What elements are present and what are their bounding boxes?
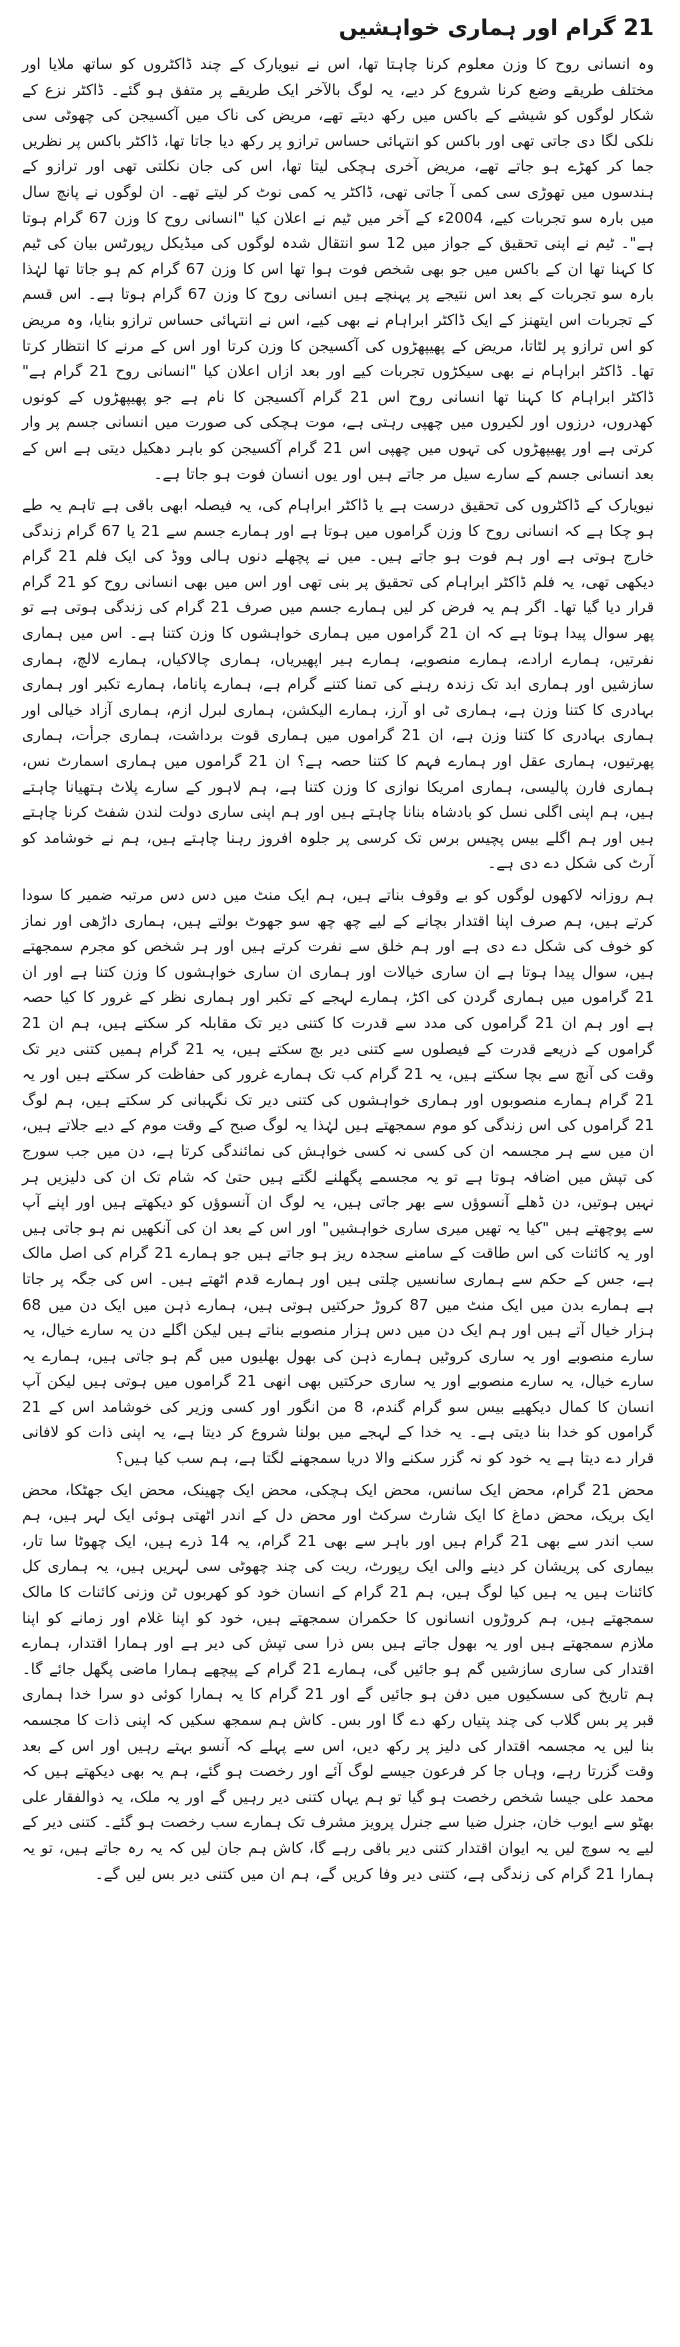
article-paragraph: نیویارک کے ڈاکٹروں کی تحقیق درست ہے یا ڈاکٹر ابراہام کی، یہ فیصلہ ابھی باقی ہے تاہم یہ طے ہو چکا ہے کہ انسانی روح کا وزن گراموں میں ہوتا ہے اور ہمارے جسم سے 21 یا 67 گرام زندگی خارج ہوتی ہے اور ہم فوت ہو جاتے ہیں۔ میں نے پچھلے دنوں ہالی ووڈ کی ایک فلم 21 گرام دیکھی تھی، یہ فلم ڈاکٹر ابراہام کی تحقیق پر بنی تھی اور اس میں بھی انسانی روح کو 21 گرام قرار دیا گیا تھا۔ اگر ہم یہ فرض کر لیں ہمارے جسم میں صرف 21 گرام کی زندگی ہوتی ہے تو پھر سوال پیدا ہوتا ہے کہ ان 21 گراموں میں ہماری خواہشوں کا وزن کتنا ہے۔ اس میں ہماری نفرتیں، ہمارے ارادے، ہمارے منصوبے، ہمارے ہیر اپھیریاں، ہماری چالاکیاں، ہمارے لالچ، ہماری سازشیں اور ہماری ابد تک زندہ رہنے کی تمنا کتنے گرام ہے، ہمارے پاناما، ہمارے تکبر اور ہماری بہادری کا کتنا وزن ہے، ہماری ٹی او آرز، ہمارے الیکشن، ہماری لبرل ازم، ہماری آزاد خیالی اور ہماری بہادری کا کتنا وزن ہے، ان 21 گراموں میں ہماری قوت برداشت، ہماری جرأت، ہماری پھرتیوں، ہماری عقل اور ہمارے فہم کا کتنا حصہ ہے؟ ان 21 گراموں میں ہماری اسمارٹ نس، ہماری فارن پالیسی، ہماری امریکا نوازی کا وزن کتنا ہے، ہم لاہور کے سارے پلاٹ ہتھیانا چاہتے ہیں، ہم اپنی اگلی نسل کو بادشاہ بنانا چاہتے ہیں اور ہم اپنی ساری دولت لندن شفٹ کرنا چاہتے ہیں اور ہم اگلے بیس پچیس برس تک کرسی پر جلوہ افروز رہنا چاہتے ہیں، ہم نے خوشامد کو آرٹ کی شکل دے دی ہے۔ [22,496,655,873]
article-title: 21 گرام اور ہماری خواہشیں [338,16,654,41]
article-paragraph: ہم روزانہ لاکھوں لوگوں کو بے وقوف بناتے ہیں، ہم ایک منٹ میں دس دس مرتبہ ضمیر کا سودا کرتے ہیں، ہم صرف اپنا اقتدار بچانے کے لیے چھ چھ سو جھوٹ بولتے ہیں، ہماری داڑھی اور نماز کو خوف کی شکل دے دی ہے اور ہم خلق سے نفرت کرتے ہیں اور ہر شخص کو مجرم سمجھتے ہیں، سوال پیدا ہوتا ہے ان ساری خیالات اور ہماری ان ساری خواہشوں کا وزن کتنا ہے اور ان 21 گراموں میں ہماری گردن کی اکڑ، ہمارے لہجے کے تکبر اور ہماری نظر کے غرور کا کیا حصہ ہے اور ہم ان 21 گراموں کی مدد سے قدرت کا کتنی دیر تک مقابلہ کر سکتے ہیں، ہم ان 21 گراموں کے ذریعے قدرت کے فیصلوں سے کتنی دیر بچ سکتے ہیں، یہ 21 گرام ہمیں کتنی دیر تک وقت کی آنچ سے بچا سکتے ہیں، یہ 21 گرام کب تک ہمارے غرور کی حفاظت کر سکتے ہیں اور یہ 21 گرام ہمارے منصوبوں اور ہماری خواہشوں کی کتنی دیر تک نگہبانی کر سکتے ہیں، ہم لوگ 21 گراموں کی اس زندگی کو موم سمجھتے ہیں لہٰذا یہ لوگ صبح کے وقت موم کے دیے جلاتے ہیں، ان میں سے ہر مجسمہ ان کی کسی نہ کسی خواہش کی نمائندگی کرتا ہے، دن میں جب سورج کی تپش میں اضافہ ہوتا ہے تو یہ مجسمے پگھلنے لگتے ہیں حتیٰ کہ شام تک ان کی دلیزیں ہر نہیں ہوتیں، دن ڈھلے آنسوؤں سے بھر جاتی ہیں، یہ لوگ ان آنسوؤں کو دیکھتے ہیں اور اپنے آپ سے پوچھتے ہیں "کیا یہ تھیں میری ساری خواہشیں" اور اس کے بعد ان کی آنکھیں نم ہو جاتی ہیں اور یہ کائنات کی اس طاقت کے سامنے سجدہ ریز ہو جاتے ہیں جو ہمارے 21 گرام کی اصل مالک ہے، جس کے حکم سے ہماری سانسیں چلتی ہیں اور ہمارے قدم اٹھتے ہیں۔ اس کی جگہ پر جاتا ہے ہمارے بدن میں ایک منٹ میں 87 کروڑ حرکتیں ہوتی ہیں، ہمارے ذہن میں ایک دن میں 68 ہزار خیال آتے ہیں اور ہم ایک دن میں دس ہزار منصوبے بناتے ہیں لیکن اگلے دن یہ سارے خیال، یہ سارے منصوبے اور یہ ساری کروٹیں ہمارے ذہن کی بھول بھلیوں میں گم ہو جاتی ہیں، ہمارے یہ سارے خیال، یہ سارے منصوبے اور یہ ساری حرکتیں بھی انھی 21 گراموں میں ہوتی ہیں لیکن آپ انسان کا کمال دیکھیے بیس سو گرام گندم، 8 من انگور اور کسی وزیر کی خوشامد اس کے 21 گراموں کو خدا بنا دیتی ہے۔ یہ خدا کے لہجے میں بولنا شروع کر دیتا ہے، یہ اپنی ذات کو لافانی قرار دے دیتا ہے یہ خود کو نہ گزر سکنے والا دریا سمجھنے لگتا ہے، ہم سب کیا ہیں؟ [22,886,655,1468]
article-paragraph: وہ انسانی روح کا وزن معلوم کرنا چاہتا تھا، اس نے نیویارک کے چند ڈاکٹروں کو ساتھ ملایا اور مختلف طریقے وضع کرنا شروع کر دیے، یہ لوگ بالآخر ایک طریقے پر متفق ہو گئے۔ ڈاکٹر نزع کے شکار لوگوں کو شیشے کے باکس میں رکھ دیتے تھے، مریض کی ناک میں آکسیجن کی چھوٹی سی نلکی لگا دی جاتی تھی اور باکس کو انتہائی حساس ترازو پر رکھ دیا جاتا تھا، ڈاکٹر باکس پر نظریں جما کر کھڑے ہو جاتے تھے، مریض آخری ہچکی لیتا تھا، اس کی جان نکلتی تھی اور ترازو کے ہندسوں میں تھوڑی سی کمی آ جاتی تھی، ڈاکٹر یہ کمی نوٹ کر لیتے تھے۔ ان لوگوں نے پانچ سال میں بارہ سو تجربات کیے، 2004ء کے آخر میں ٹیم نے اعلان کیا "انسانی روح کا وزن 67 گرام ہوتا ہے"۔ ٹیم نے اپنی تحقیق کے جواز میں 12 سو انتقال شدہ لوگوں کی میڈیکل رپورٹس بیان کی ٹیم کا کہنا تھا ان کے باکس میں جو بھی شخص فوت ہوا تھا اس کا وزن 67 گرام کم ہو جاتا تھا لہٰذا بارہ سو تجربات کے بعد اس نتیجے پر پہنچے ہیں انسانی روح کا وزن 67 گرام ہوتا ہے۔ اس قسم کے تجربات اس ایتھنز کے ایک ڈاکٹر ابراہام نے بھی کیے، اس نے انتہائی حساس ترازو بنایا، وہ مریض کو اس ترازو پر لٹاتا، مریض کے پھیپھڑوں کی آکسیجن کا وزن کرتا اور اس کے مرنے کا انتظار کرتا تھا۔ ڈاکٹر ابراہام نے بھی سیکڑوں تجربات کیے اور بعد ازاں اعلان کیا "انسانی روح 21 گرام ہے" ڈاکٹر ابراہام کا کہنا تھا انسانی روح اس 21 گرام آکسیجن کا نام ہے جو پھیپھڑوں کے کونوں کھدروں، درزوں اور لکیروں میں چھپی رہتی ہے، موت ہچکی کی صورت میں انسانی جسم پر وار کرتی ہے اور پھیپھڑوں کی تہوں میں چھپی اس 21 گرام آکسیجن کو باہر دھکیل دیتی ہے اس کے بعد انسانی جسم کے سارے سیل مر جاتے ہیں اور یوں انسان فوت ہو جاتا ہے۔ [22,55,655,483]
article-paragraph: محض 21 گرام، محض ایک سانس، محض ایک ہچکی، محض ایک چھینک، محض ایک جھٹکا، محض ایک بریک، محض دماغ کا ایک شارٹ سرکٹ اور محض دل کے اندر اٹھتی ہوئی ایک لہر ہیں، ہم سب اندر سے بھی 21 گرام ہیں اور باہر سے بھی 21 گرام، یہ 14 ذرے ہیں، ایک چھوٹا سا تار، بیماری کی پریشان کر دینے والی ایک رپورٹ، ریت کی چند چھوٹی سی لہریں ہیں، یہ ہماری کل کائنات ہیں یہ ہیں کیا لوگ ہیں، ہم 21 گرام کے انسان خود کو کھربوں ٹن وزنی کائنات کا مالک سمجھتے ہیں، ہم کروڑوں انسانوں کا حکمران سمجھتے ہیں، خود کو اپنا غلام اور زمانے کو اپنا ملازم سمجھتے ہیں اور یہ بھول جاتے ہیں بس ذرا سی تپش کی دیر ہے اور ہمارا اقتدار، ہمارے اقتدار کی ساری سازشیں گم ہو جائیں گی، ہمارے 21 گرام کے پیچھے ہمارا ماضی پگھل جائے گا۔ ہم تاریخ کی سسکیوں میں دفن ہو جائیں گے اور 21 گرام کا یہ ہمارا کوئی دو سرا خدا ہماری قبر پر بس گلاب کی چند پتیاں رکھ دے گا اور بس۔ کاش ہم سمجھ سکیں کہ اپنی ذات کا مجسمہ بنا لیں یہ مجسمہ اقتدار کی دلیز پر رکھ دیں، اس سے پہلے کہ آنسو بہتے رہیں اور اس کے بعد وقت گزرتا رہے، وہاں جا کر فرعون جیسے لوگ آئے اور رخصت ہو گئے، ہم یہ بھی دیکھتے ہیں کہ محمد علی جیسا شخص رخصت ہو گیا تو ہم یہاں کتنی دیر رہیں گے اور یہ ملک، یہ ذوالفقار علی بھٹو سے ایوب خان، جنرل ضیا سے جنرل پرویز مشرف تک ہمارے سب رخصت ہو گئے۔ کتنی دیر کے لیے یہ سوچ لیں یہ ایوان اقتدار کتنی دیر باقی رہے گا، کاش ہم جان لیں کہ یہ رہ جاتے ہیں، تو یہ ہمارا 21 گرام کی زندگی ہے، کتنی دیر وفا کریں گے، ہم ان میں کتنی دیر بس لیں گے۔ [22,1480,655,1883]
